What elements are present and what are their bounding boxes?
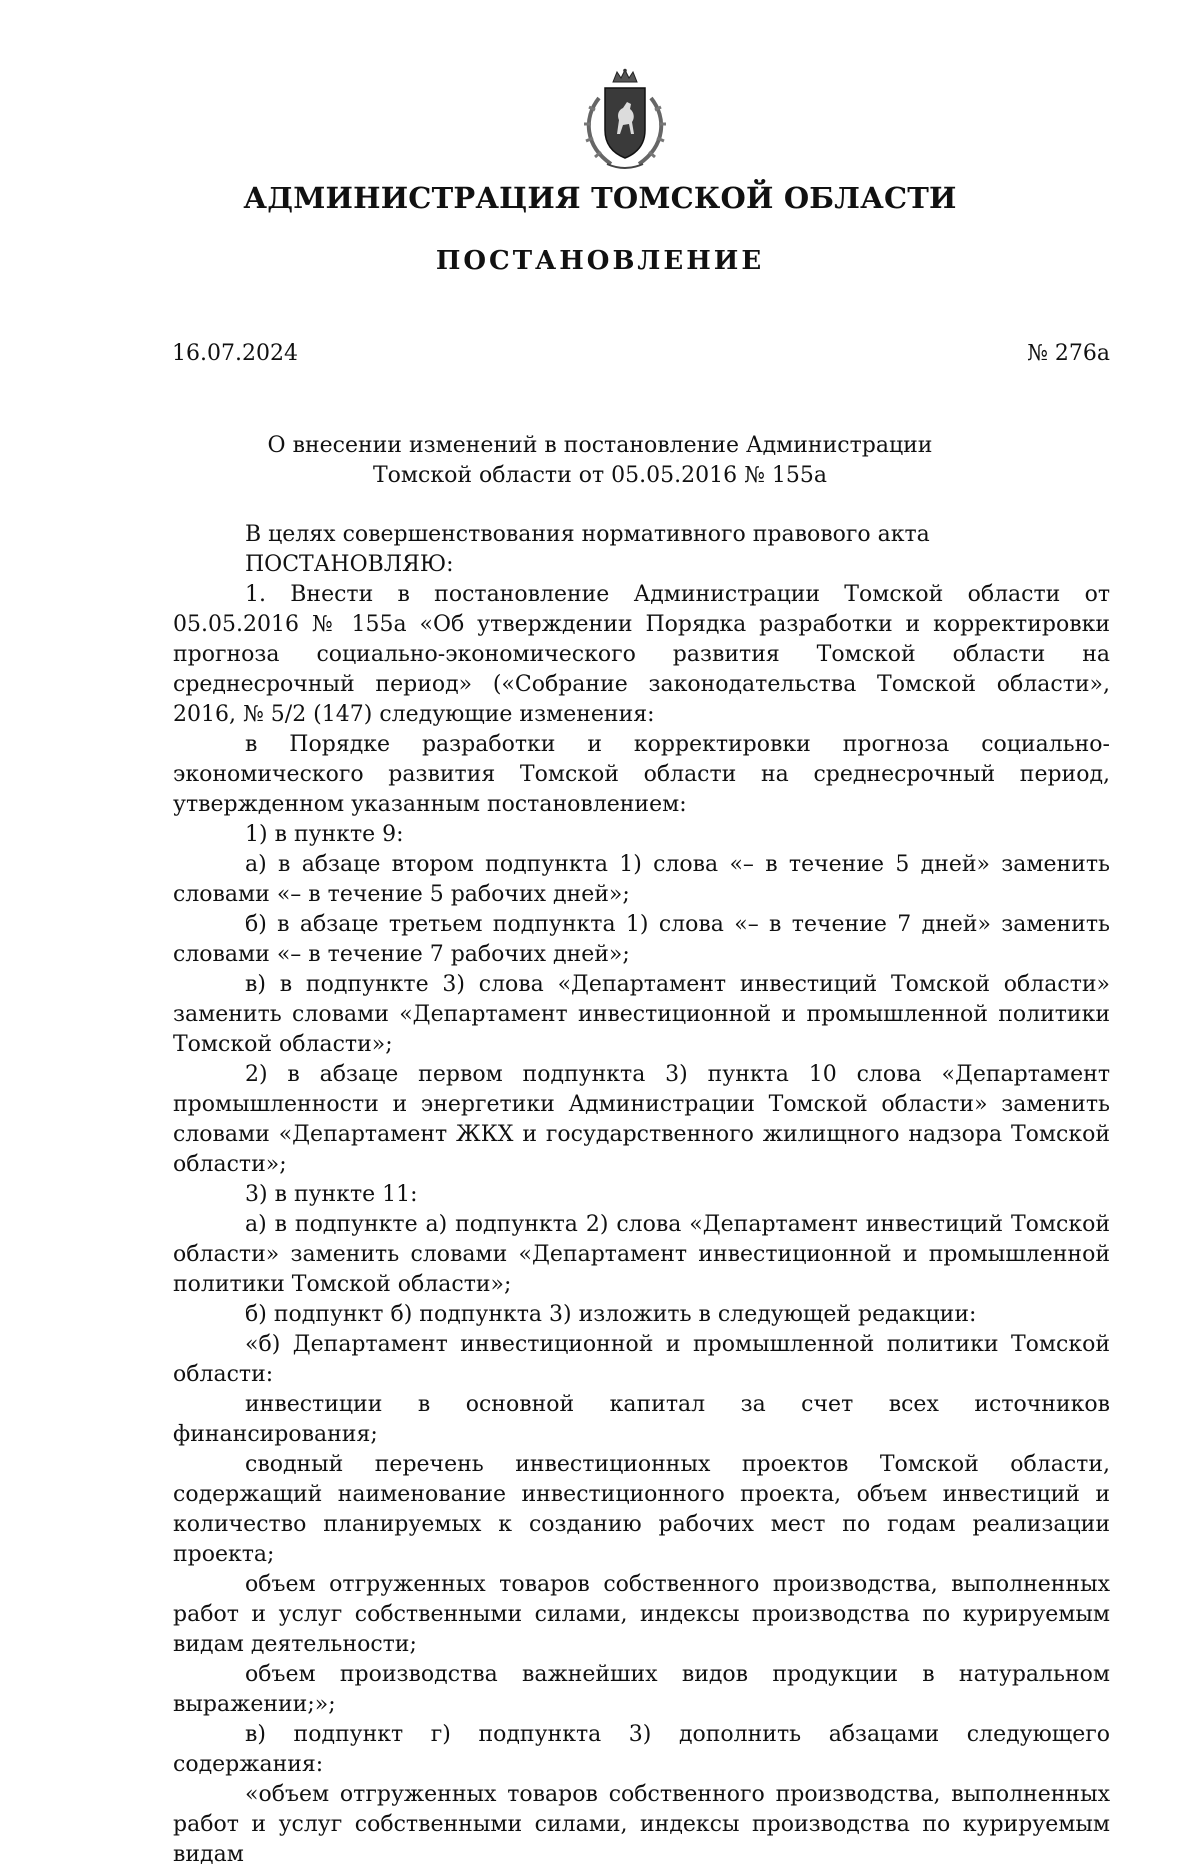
document-type-heading: ПОСТАНОВЛЕНИЕ — [435, 246, 765, 276]
paragraph: а) в подпункте а) подпункта 2) слова «Департамент инвестиций Томской области» заменить словами «Департамент инвестиционной и промышленной политики Томской области»; — [173, 1212, 1110, 1297]
paragraph: «объем отгруженных товаров собственного производства, выполненных работ и услуг собственными силами, индексы производства по курируемым видам — [173, 1782, 1110, 1867]
organization-title: АДМИНИСТРАЦИЯ ТОМСКОЙ ОБЛАСТИ — [243, 181, 957, 215]
paragraph: 1) в пункте 9: — [245, 822, 404, 847]
paragraph: в Порядке разработки и корректировки прогноза социально-экономического развития Томской области на среднесрочный период, утвержденном указанным постановлением: — [173, 732, 1110, 817]
paragraph: в) подпункт г) подпункта 3) дополнить абзацами следующего содержания: — [173, 1722, 1110, 1777]
paragraph: б) подпункт б) подпункта 3) изложить в следующей редакции: — [245, 1302, 977, 1327]
paragraph: 2) в абзаце первом подпункта 3) пункта 10 слова «Департамент промышленности и энергетики Администрации Томской области» заменить словами «Департамент ЖКХ и государственного жилищного надзора Томской области»; — [173, 1062, 1110, 1177]
paragraph: В целях совершенствования нормативного правового акта — [245, 522, 930, 547]
document-body — [173, 520, 1110, 1870]
paragraph-decree: ПОСТАНОВЛЯЮ: — [245, 552, 454, 577]
paragraph: инвестиции в основной капитал за счет всех источников финансирования; — [173, 1392, 1110, 1447]
paragraph: 3) в пункте 11: — [245, 1182, 418, 1207]
paragraph: в) в подпункте 3) слова «Департамент инвестиций Томской области» заменить словами «Департамент инвестиционной и промышленной политики Томской области»; — [173, 972, 1110, 1057]
paragraph: объем производства важнейших видов продукции в натуральном выражении;»; — [173, 1662, 1110, 1717]
paragraph: сводный перечень инвестиционных проектов Томской области, содержащий наименование инвестиционного проекта, объем инвестиций и количество планируемых к созданию рабочих мест по годам реализации проекта; — [173, 1452, 1110, 1567]
paragraph: объем отгруженных товаров собственного производства, выполненных работ и услуг собственными силами, индексы производства по курируемым видам деятельности; — [173, 1572, 1110, 1657]
subject-line: Томской области от 05.05.2016 № 155а — [372, 463, 828, 488]
paragraph: 1. Внести в постановление Администрации Томской области от 05.05.2016 № 155а «Об утверждении Порядка разработки и корректировки прогноза социально-экономического развития Томской области на среднесрочный период» («Собрание законодательства Томской области», 2016, № 5/2 (147) следующие изменения: — [173, 582, 1110, 727]
paragraph: «б) Департамент инвестиционной и промышленной политики Томской области: — [173, 1332, 1110, 1387]
coat-of-arms-icon — [573, 68, 677, 172]
document-date: 16.07.2024 — [172, 341, 298, 366]
subject-line: О внесении изменений в постановление Администрации — [267, 433, 933, 458]
document-subject — [0, 431, 1200, 491]
document-number: № 276а — [1027, 341, 1110, 366]
paragraph: а) в абзаце втором подпункта 1) слова «– в течение 5 дней» заменить словами «– в течение 5 рабочих дней»; — [173, 852, 1110, 907]
paragraph: б) в абзаце третьем подпункта 1) слова «– в течение 7 дней» заменить словами «– в течение 7 рабочих дней»; — [173, 912, 1110, 967]
